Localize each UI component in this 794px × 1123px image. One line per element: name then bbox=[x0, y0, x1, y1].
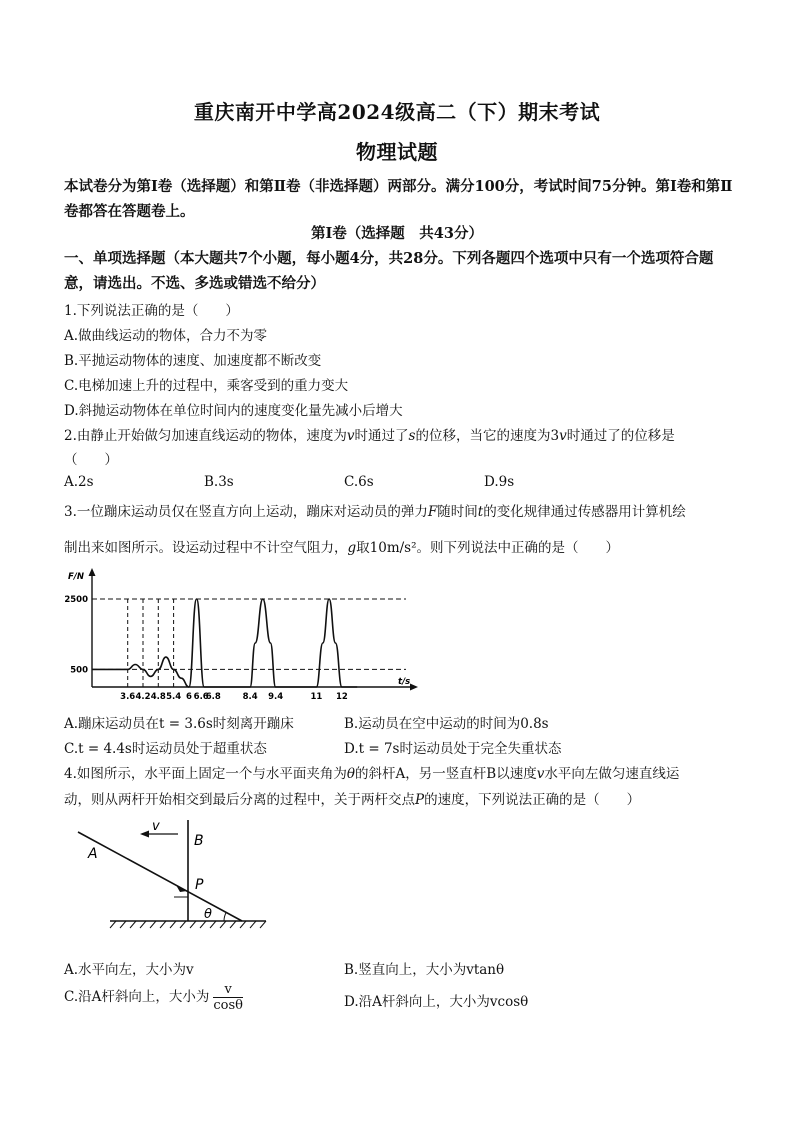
exam-title: 重庆南开中学高2024级高二（下）期末考试 bbox=[193, 100, 601, 124]
y-axis-label: F/N bbox=[68, 572, 85, 582]
force-curve bbox=[92, 599, 357, 687]
q2-paren: （ ） bbox=[64, 452, 118, 468]
exam-subject: 物理试题 bbox=[356, 140, 438, 164]
q1-option-b: B.平抛运动物体的速度、加速度都不断改变 bbox=[64, 353, 322, 369]
x-tick-label: 6.6 bbox=[193, 692, 209, 702]
q4-option-a: A.水平向左，大小为v bbox=[64, 962, 194, 978]
q4-option-c: C.沿A杆斜向上，大小为 $\frac{v}{\cos\theta}$ bbox=[64, 982, 243, 1013]
x-tick-label: 12 bbox=[335, 692, 348, 702]
q2-option-c: C.6s bbox=[344, 474, 374, 490]
x-tick-label: 6 bbox=[185, 692, 192, 702]
x-tick-label: 11 bbox=[310, 692, 323, 702]
ground-hatching bbox=[110, 921, 266, 928]
q4-stem-line2: 动，则从两杆开始相交到最后分离的过程中，关于两杆交点P的速度，下列说法正确的是（ ） bbox=[64, 792, 641, 808]
rods-diagram bbox=[70, 810, 280, 940]
x-axis-arrow bbox=[410, 684, 418, 691]
y-tick-label: 2500 bbox=[64, 595, 88, 605]
q3-stem-line2: 制出来如图所示。设运动过程中不计空气阻力，g取10m/s²。则下列说法中正确的是（ ） bbox=[64, 540, 620, 556]
x-tick-label: 4.2 bbox=[135, 692, 151, 702]
rod-a bbox=[78, 832, 242, 921]
force-time-chart bbox=[56, 566, 426, 702]
q1-option-c: C.电梯加速上升的过程中，乘客受到的重力变大 bbox=[64, 378, 349, 394]
exam-instructions: 本试卷分为第Ⅰ卷（选择题）和第Ⅱ卷（非选择题）两部分。满分100分，考试时间75分钟。第Ⅰ卷和第Ⅱ卷都答在答题卷上。 bbox=[64, 178, 733, 220]
q3-option-d: D.t = 7s时运动员处于完全失重状态 bbox=[344, 741, 562, 757]
x-tick-label: 9.4 bbox=[268, 692, 284, 702]
part1-heading: 第Ⅰ卷（选择题 共43分） bbox=[311, 225, 483, 242]
q1-option-a: A.做曲线运动的物体，合力不为零 bbox=[64, 328, 268, 344]
q3-option-a: A.蹦床运动员在t = 3.6s时刻离开蹦床 bbox=[64, 716, 294, 732]
q3-stem-line1: 3.一位蹦床运动员仅在竖直方向上运动，蹦床对运动员的弹力F随时间t的变化规律通过传感器用计算机绘 bbox=[64, 504, 686, 520]
label-v: v bbox=[152, 819, 160, 834]
y-tick-label: 500 bbox=[70, 665, 88, 676]
q1-stem: 1.下列说法正确的是（ ） bbox=[64, 303, 239, 319]
label-p: P bbox=[195, 877, 204, 893]
q2-option-b: B.3s bbox=[204, 474, 234, 490]
p-arrow bbox=[176, 885, 187, 892]
x-tick-label: 3.6 bbox=[120, 692, 136, 702]
q2-option-a: A.2s bbox=[64, 474, 94, 490]
q1-option-d: D.斜抛运动物体在单位时间内的速度变化量先减小后增大 bbox=[64, 403, 403, 419]
label-theta: θ bbox=[204, 907, 212, 922]
q3-option-b: B.运动员在空中运动的时间为0.8s bbox=[344, 716, 549, 732]
angle-arc bbox=[224, 912, 226, 921]
q3-option-c: C.t = 4.4s时运动员处于超重状态 bbox=[64, 741, 267, 757]
label-a: A bbox=[88, 846, 98, 862]
q4-option-b: B.竖直向上，大小为vtanθ bbox=[344, 962, 505, 978]
x-tick-label: 4.8 bbox=[150, 692, 166, 702]
x-axis-label: t/s bbox=[398, 677, 411, 687]
q4-stem-line1: 4.如图所示，水平面上固定一个与水平面夹角为θ的斜杆A，另一竖直杆B以速度v水平向左做匀速直线运 bbox=[64, 766, 680, 782]
q2-stem: 2.由静止开始做匀加速直线运动的物体，速度为v时通过了s的位移，当它的速度为3v时通过了的位移是 bbox=[64, 428, 675, 444]
label-b: B bbox=[194, 833, 204, 849]
q4-option-d: D.沿A杆斜向上，大小为vcosθ bbox=[344, 994, 529, 1010]
q2-option-d: D.9s bbox=[484, 474, 515, 490]
fraction-v-over-cos: $\frac{v}{\cos\theta}$ bbox=[213, 982, 243, 1013]
x-tick-label: 8.4 bbox=[242, 692, 258, 702]
section1-heading: 一、单项选择题（本大题共7个小题，每小题4分，共28分。下列各题四个选项中只有一个选项符合题意，请选出。不选、多选或错选不给分） bbox=[64, 250, 714, 292]
x-tick-label: 6.8 bbox=[205, 692, 221, 702]
arrowhead bbox=[140, 831, 149, 838]
y-axis-arrow bbox=[89, 568, 96, 576]
x-tick-label: 5.4 bbox=[166, 692, 182, 702]
